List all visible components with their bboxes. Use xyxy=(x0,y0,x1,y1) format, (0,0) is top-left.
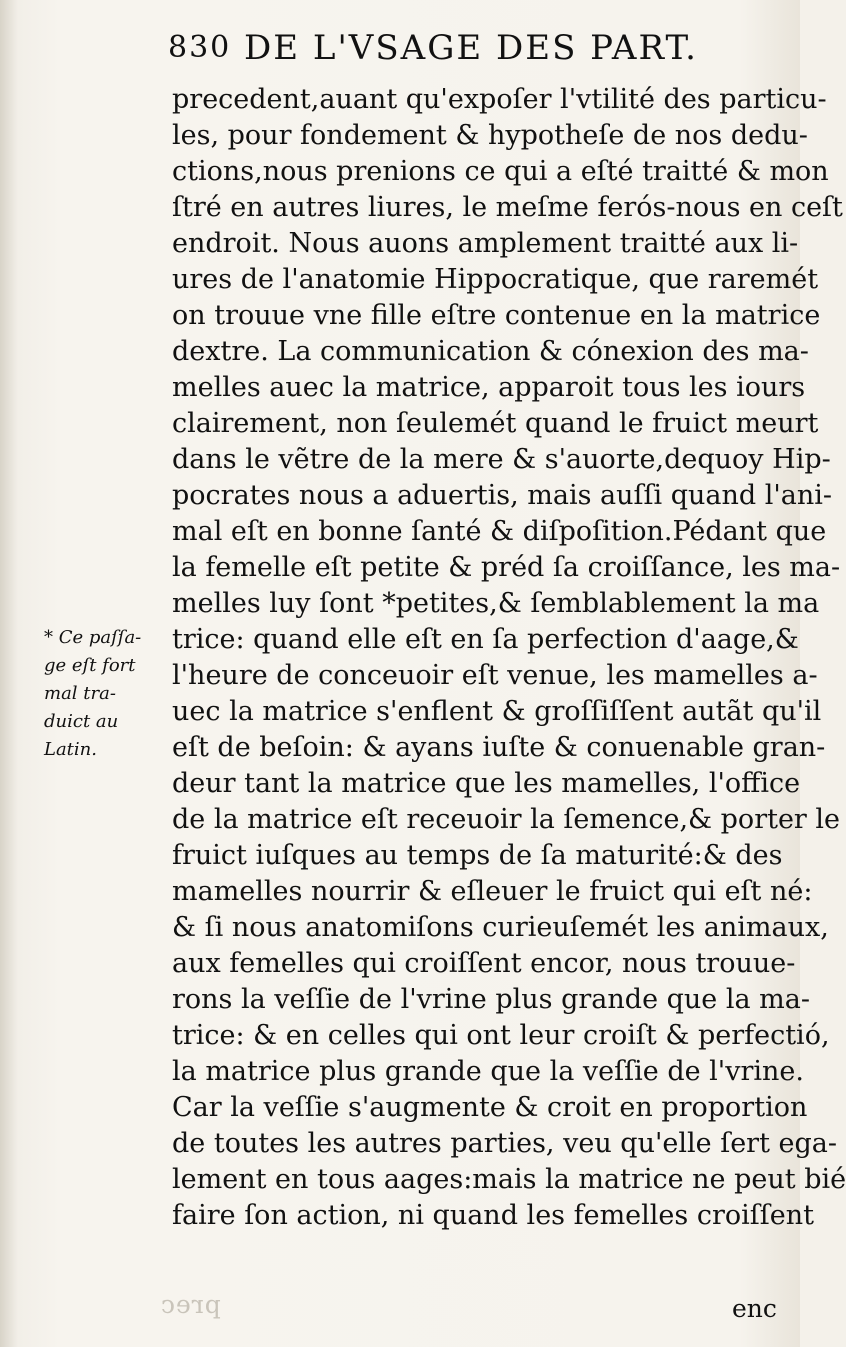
text-line: ſtré en autres liures, le meſme ferós-nous en ceſt xyxy=(172,192,843,223)
text-line: melles luy ſont *petites,& ſemblablement la ma xyxy=(172,588,820,619)
text-line: trice: & en celles qui ont leur croiſt & perfectió, xyxy=(172,1020,830,1051)
text-line: Car la veſſie s'augmente & croit en proportion xyxy=(172,1092,808,1123)
text-line: eſt de beſoin: & ayans iuſte & conuenable gran- xyxy=(172,732,826,763)
margin-note-line: Latin. xyxy=(44,739,97,760)
text-line: faire ſon action, ni quand les femelles croiſſent xyxy=(172,1200,814,1231)
text-line: & ſi nous anatomiſons curieuſemét les animaux, xyxy=(172,912,829,943)
margin-note-line: ge eſt fort xyxy=(44,655,136,676)
text-line: precedent,auant qu'expoſer l'vtilité des particu- xyxy=(172,84,827,115)
catchword: enc xyxy=(732,1294,777,1323)
margin-note-line: duict au xyxy=(44,711,119,732)
text-line: rons la veſſie de l'vrine plus grande que la ma- xyxy=(172,984,811,1015)
text-line: uec la matrice s'enflent & groſſiſſent autãt qu'il xyxy=(172,696,822,727)
text-line: lement en tous aages:mais la matrice ne peut bié xyxy=(172,1164,846,1195)
text-line: deur tant la matrice que les mamelles, l'office xyxy=(172,768,801,799)
text-line: aux femelles qui croiſſent encor, nous trouue- xyxy=(172,948,796,979)
text-line: clairement, non ſeulemét quand le fruict meurt xyxy=(172,408,819,439)
text-line: dextre. La communication & cónexion des ma- xyxy=(172,336,809,367)
text-line: ures de l'anatomie Hippocratique, que raremét xyxy=(172,264,819,295)
text-line: la femelle eſt petite & préd ſa croiſſance, les ma- xyxy=(172,552,841,583)
text-line: trice: quand elle eſt en ſa perfection d'aage,& xyxy=(172,624,799,655)
bleed-through-text: prec xyxy=(160,1290,221,1319)
text-line: les, pour fondement & hypotheſe de nos dedu- xyxy=(172,120,808,151)
margin-note-line: * Ce paſſa- xyxy=(44,627,142,648)
page-number: 830 xyxy=(168,30,232,65)
text-line: la matrice plus grande que la veſſie de l'vrine. xyxy=(172,1056,804,1087)
text-line: de toutes les autres parties, veu qu'elle ſert ega- xyxy=(172,1128,837,1159)
text-line: on trouue vne fille eſtre contenue en la matrice xyxy=(172,300,821,331)
margin-note-line: mal tra- xyxy=(44,683,116,704)
text-line: mamelles nourrir & eſleuer le fruict qui eſt né: xyxy=(172,876,813,907)
text-line: l'heure de conceuoir eſt venue, les mamelles a- xyxy=(172,660,818,691)
text-line: pocrates nous a aduertis, mais auſſi quand l'ani- xyxy=(172,480,833,511)
text-line: melles auec la matrice, apparoit tous les iours xyxy=(172,372,806,403)
text-line: de la matrice eſt receuoir la ſemence,& porter le xyxy=(172,804,841,835)
text-line: endroit. Nous auons amplement traitté aux li- xyxy=(172,228,799,259)
text-line: mal eſt en bonne ſanté & diſpoſition.Pédant que xyxy=(172,516,827,547)
text-line: dans le vẽtre de la mere & s'auorte,dequoy Hip- xyxy=(172,444,831,475)
text-line: ctions,nous prenions ce qui a eſté traitté & mon xyxy=(172,156,829,187)
page-header xyxy=(168,22,748,74)
text-line: fruict iuſques au temps de ſa maturité:& des xyxy=(172,840,783,871)
margin-note xyxy=(44,624,166,764)
running-title: DE L'VSAGE DES PART. xyxy=(244,28,698,68)
